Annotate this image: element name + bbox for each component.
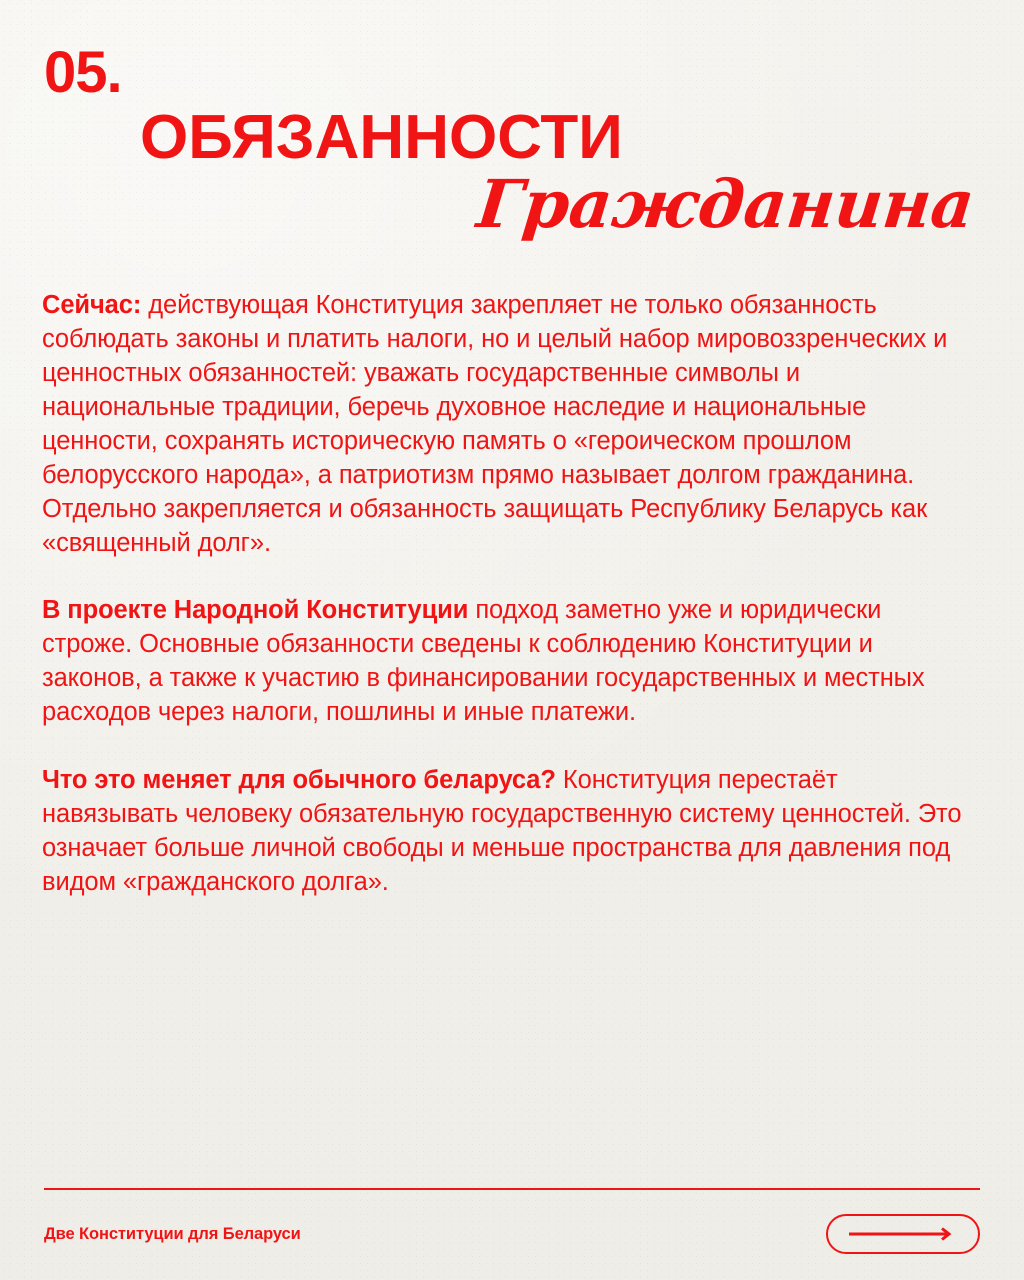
body-content [0,237,1024,900]
paragraph-2-text: подход заметно уже и юридически строже. Основные обязанности сведены к соблюдению Конституции и законов, а также к участию в финансировании государственных и местных расходов через налоги, пошлины и иные платежи. [42,596,925,727]
page-title: ОБЯЗАННОСТИ [140,103,623,172]
slide-header [0,0,1024,244]
slide-footer [0,1188,1024,1280]
paragraph-1-text: действующая Конституция закрепляет не только обязанность соблюдать законы и платить налоги, но и целый набор мировоззренческих и ценностных обязанностей: уважать государственные символы и национальные традиции, беречь духовное наследие и национальные ценности, сохранять историческую память о «героическом прошлом белорусского народа», а патриотизм прямо называет долгом гражданина. Отдельно закрепляется и обязанность защищать Республику Беларусь как «священный долг». [42,291,948,557]
paragraph-1-lead: Сейчас: [42,291,142,320]
next-slide-button[interactable] [826,1214,980,1254]
paragraph-2-lead: В проекте Народной Конституции [42,596,469,625]
paragraph-3-lead: Что это меняет для обычного беларуса? [42,766,556,795]
page-subtitle: Гражданина [473,165,979,244]
paragraph-3-text: Конституция перестаёт навязывать человеку обязательную государственную систему ценностей. Это означает больше личной свободы и меньше пространства для давления под видом «гражданского долга». [42,766,962,896]
paragraph-3 [42,764,978,900]
paragraph-2 [42,594,978,730]
arrow-right-icon [847,1227,959,1241]
footer-series-label: Две Конституции для Беларуси [44,1224,301,1243]
paragraph-1 [42,289,978,560]
slide-number: 05. [44,40,122,105]
